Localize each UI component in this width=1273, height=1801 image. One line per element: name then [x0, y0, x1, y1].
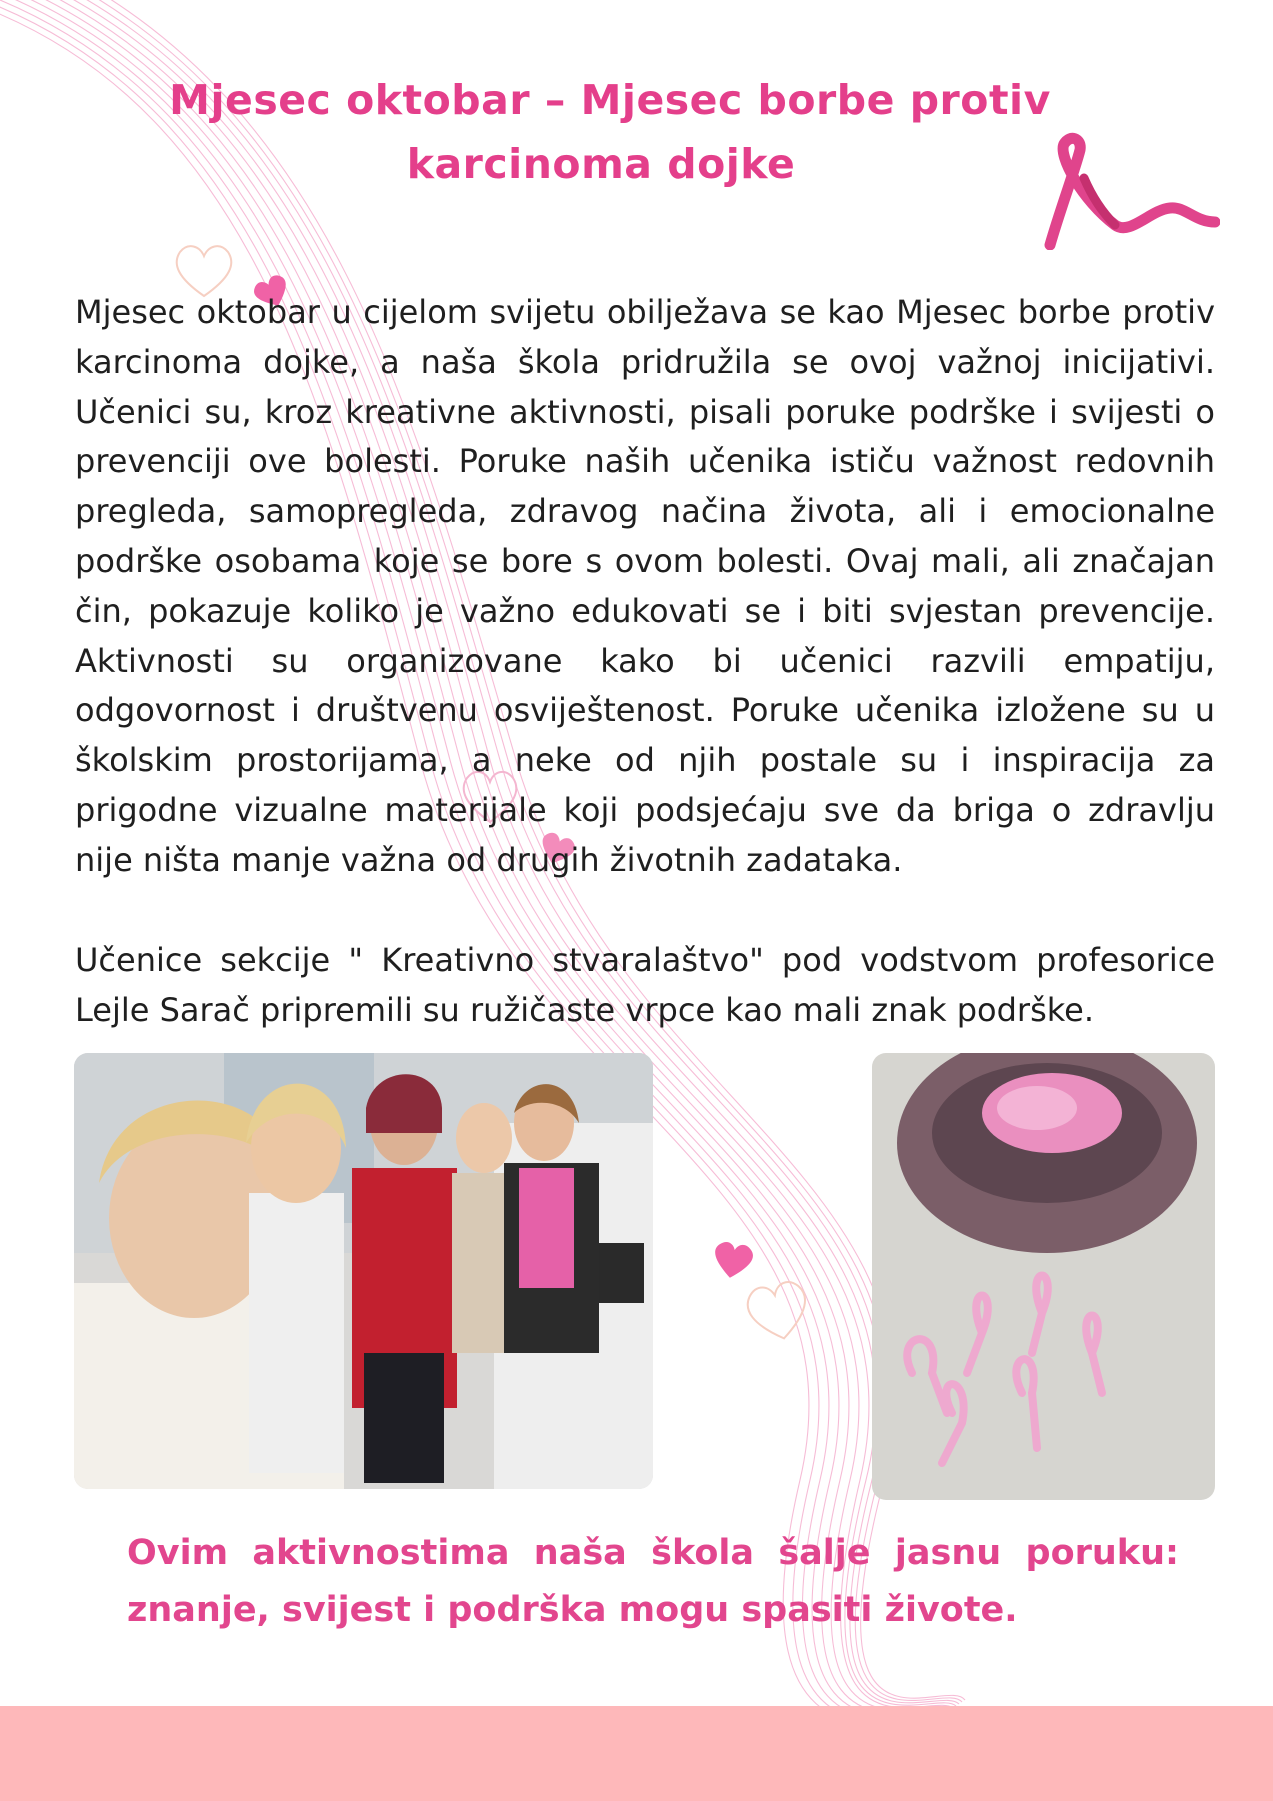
group-photo — [74, 1053, 653, 1489]
heart-icon — [710, 1240, 756, 1280]
page-title — [100, 68, 1120, 196]
title-line-1: Mjesec oktobar – Mjesec borbe protiv — [169, 76, 1051, 124]
body-paragraph-1: Mjesec oktobar u cijelom svijetu obilježava se kao Mjesec borbe protiv karcinoma dojke, a naša škola pridružila se ovoj važnoj inicijativi. Učenici su, kroz kreativne aktivnosti, pisali poruke podrške i svijesti o prevenciji ove bolesti. Poruke naših učenika ističu važnost redovnih pregleda, samopregleda, zdravog načina života, ali i emocionalne podrške osobama koje se bore s ovom bolesti. Ovaj mali, ali značajan čin, pokazuje koliko je važno edukovati se i biti svjestan prevencije. Aktivnosti su organizovane kako bi učenici razvili empatiju, odgovornost i društvenu osviještenost. Poruke učenika izložene su u školskim prostorijama, a neke od njih postale su i inspiracija za prigodne vizualne materijale koji podsjećaju sve da briga o zdravlju nije ništa manje važna od drugih životnih zadataka. — [75, 293, 1215, 879]
footer-band — [0, 1706, 1273, 1801]
body-paragraph-2: Učenice sekcije " Kreativno stvaralaštvo" pod vodstvom profesorice Lejle Sarač pripremili su ružičaste vrpce kao mali znak podrške. — [75, 941, 1215, 1029]
heart-outline-icon — [740, 1275, 816, 1345]
title-line-2: karcinoma dojke — [406, 140, 796, 188]
pink-ribbon-icon — [1020, 130, 1220, 250]
ribbons-photo — [872, 1053, 1215, 1500]
closing-message: Ovim aktivnostima naša škola šalje jasnu poruku: znanje, svijest i podrška mogu spasiti živote. — [127, 1533, 1179, 1630]
